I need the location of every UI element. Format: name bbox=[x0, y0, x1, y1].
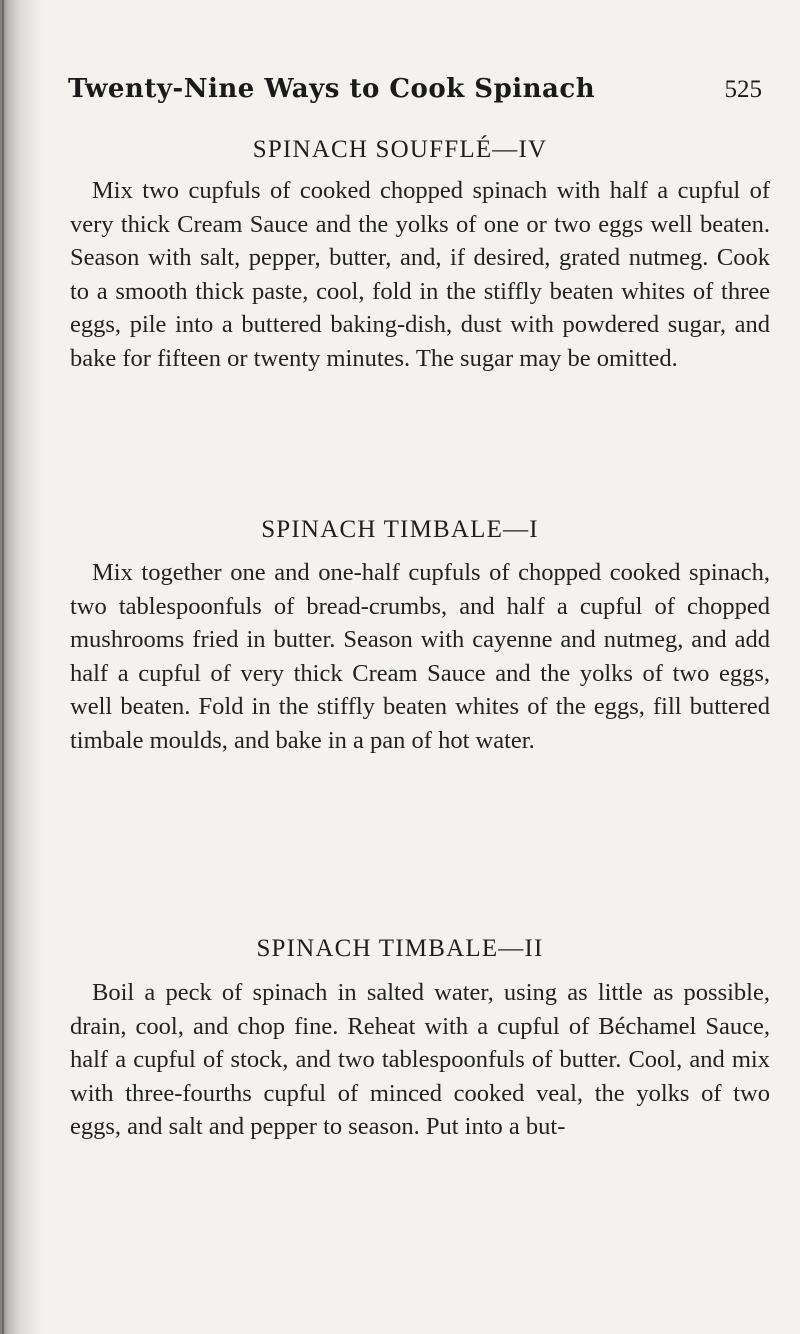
running-head-title: Twenty-Nine Ways to Cook Spinach bbox=[68, 74, 596, 104]
page-gutter-shadow bbox=[0, 0, 46, 1334]
section-heading-souffle-iv: SPINACH SOUFFLÉ—IV bbox=[252, 136, 548, 163]
section-heading-timbale-ii: SPINACH TIMBALE—II bbox=[256, 935, 544, 962]
recipe-paragraph-timbale-i bbox=[70, 556, 770, 758]
recipe-text: Mix together one and one-half cupfuls of chopped cooked spinach, two tablespoonfuls of bread-crumbs, and half a cupful of chopped mushrooms fried in butter. Season with cayenne and nutmeg, and add half a cupful of very thick Cream Sauce and the yolks of two eggs, well beaten. Fold in the stiffly beaten whites of the eggs, fill buttered timbale moulds, and bake in a pan of hot water. bbox=[70, 559, 770, 754]
recipe-text: Mix two cupfuls of cooked chopped spinach with half a cupful of very thick Cream Sauce and the yolks of one or two eggs well beaten. Season with salt, pepper, butter, and, if desired, grated nutmeg. Cook to a smooth thick paste, cool, fold in the stiffly beaten whites of three eggs, pile into a buttered baking-dish, dust with powdered sugar, and bake for fifteen or twenty minutes. The sugar may be omitted. bbox=[70, 177, 770, 372]
recipe-paragraph-timbale-ii bbox=[70, 976, 770, 1144]
page-edge bbox=[2, 0, 4, 1334]
section-heading-timbale-i: SPINACH TIMBALE—I bbox=[261, 516, 539, 543]
recipe-text: Boil a peck of spinach in salted water, using as little as possible, drain, cool, and chop fine. Reheat with a cupful of Béchamel Sauce, half a cupful of stock, and two tablespoonfuls of butter. Cool, and mix with three-fourths cupful of minced cooked veal, the yolks of two eggs, and salt and pepper to season. Put into a but- bbox=[70, 979, 770, 1141]
running-head bbox=[68, 74, 768, 114]
page-number: 525 bbox=[724, 76, 762, 103]
recipe-paragraph-souffle-iv bbox=[70, 174, 770, 376]
